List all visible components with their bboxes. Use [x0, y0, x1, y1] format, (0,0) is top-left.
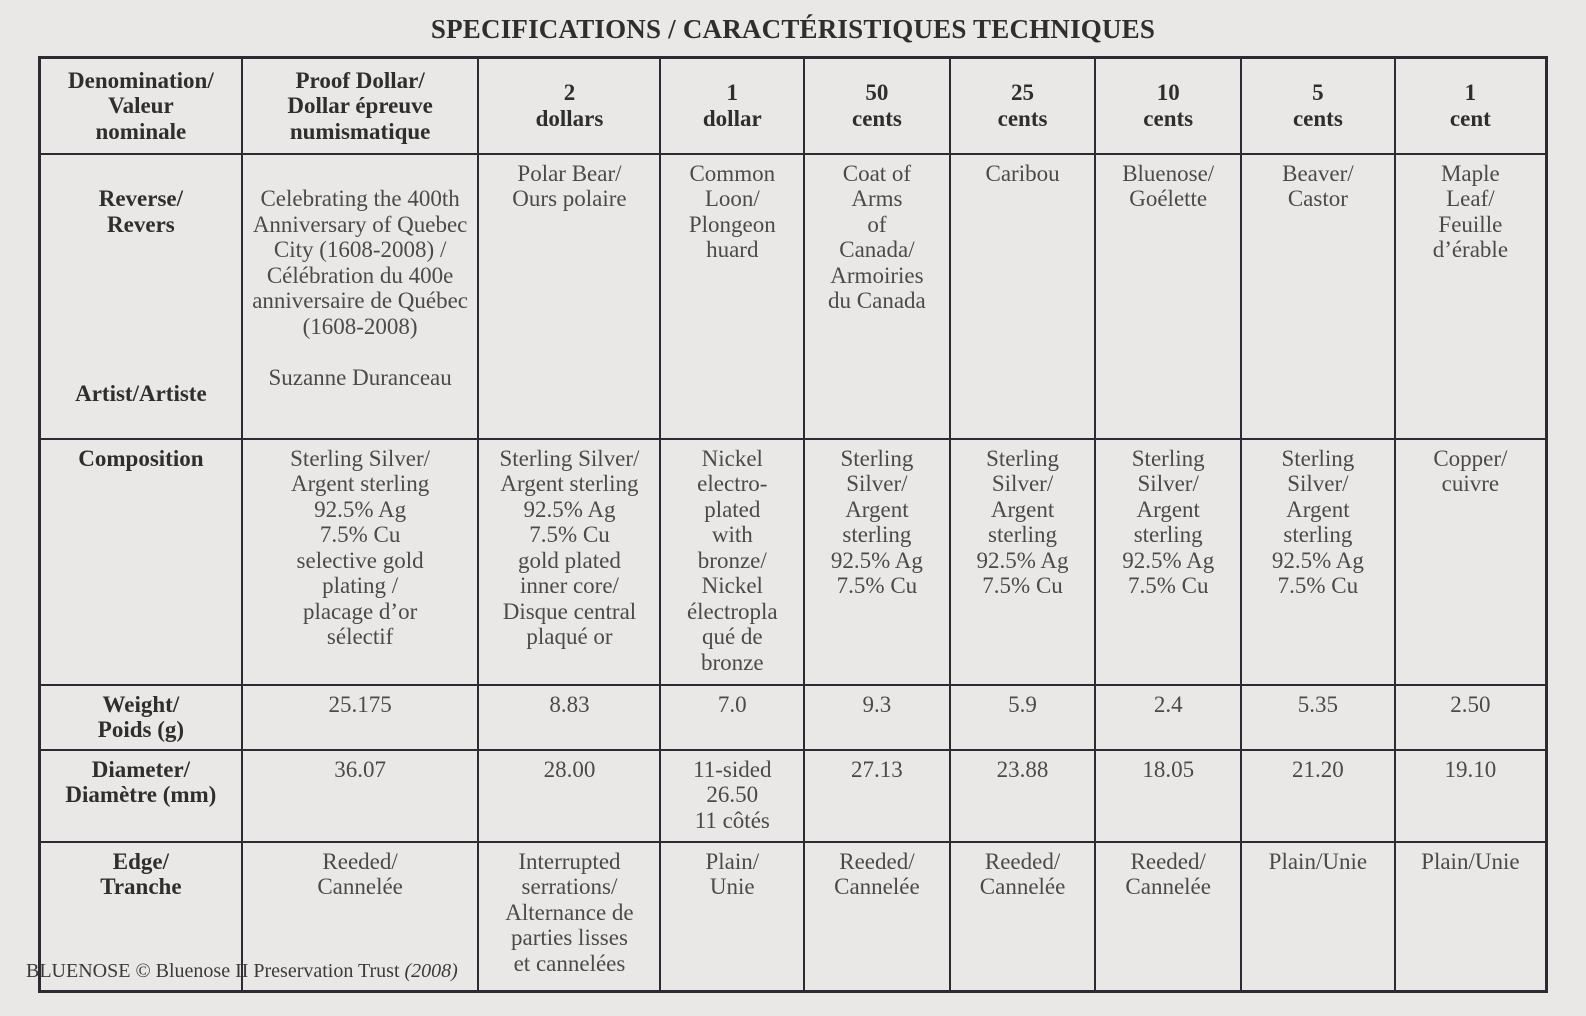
cell-weight: 2.4: [1095, 685, 1241, 750]
reverse-label: Reverse/ Revers: [98, 186, 184, 237]
row-label-denomination: Denomination/ Valeur nominale: [40, 58, 242, 154]
cell-composition: Sterling Silver/ Argent sterling 92.5% Ag 7.5% Cu: [950, 439, 1096, 685]
copyright-year: (2008): [404, 960, 458, 982]
cell-composition: Sterling Silver/ Argent sterling 92.5% Ag 7.5% Cu selective gold plating / placage d’or sélectif: [242, 439, 479, 685]
weight-row: [40, 685, 1547, 750]
cell-edge: Plain/ Unie: [660, 842, 804, 992]
cell-edge: Plain/Unie: [1395, 842, 1547, 992]
cell-denomination: 25 cents: [950, 58, 1096, 154]
cell-diameter: 36.07: [242, 750, 479, 842]
cell-weight: 25.175: [242, 685, 479, 750]
cell-weight: 5.9: [950, 685, 1096, 750]
cell-composition: Sterling Silver/ Argent sterling 92.5% Ag 7.5% Cu gold plated inner core/ Disque central plaqué or: [478, 439, 660, 685]
cell-composition: Copper/ cuivre: [1395, 439, 1547, 685]
cell-diameter: 28.00: [478, 750, 660, 842]
cell-composition: Sterling Silver/ Argent sterling 92.5% Ag 7.5% Cu: [1241, 439, 1395, 685]
composition-row: [40, 439, 1547, 685]
cell-reverse: Caribou: [950, 154, 1096, 439]
row-label-reverse: [40, 154, 242, 439]
copyright-footer: [26, 960, 458, 983]
cell-weight: 7.0: [660, 685, 804, 750]
cell-edge: Reeded/ Cannelée: [242, 842, 479, 992]
cell-weight: 5.35: [1241, 685, 1395, 750]
cell-denomination: 2 dollars: [478, 58, 660, 154]
cell-diameter: 19.10: [1395, 750, 1547, 842]
cell-composition: Sterling Silver/ Argent sterling 92.5% Ag 7.5% Cu: [804, 439, 950, 685]
copyright-text: BLUENOSE © Bluenose II Preservation Trust: [26, 960, 400, 982]
cell-reverse: Beaver/ Castor: [1241, 154, 1395, 439]
cell-diameter: 21.20: [1241, 750, 1395, 842]
cell-diameter: 18.05: [1095, 750, 1241, 842]
diameter-row: [40, 750, 1547, 842]
reverse-description: Celebrating the 400th Anniversary of Quebec City (1608-2008) / Célébration du 400e anniversaire de Québec (1608-2008): [252, 186, 469, 339]
cell-weight: 8.83: [478, 685, 660, 750]
denomination-row: [40, 58, 1547, 154]
cell-edge: Reeded/ Cannelée: [804, 842, 950, 992]
cell-denomination: 5 cents: [1241, 58, 1395, 154]
row-label-composition: Composition: [40, 439, 242, 685]
reverse-row: [40, 154, 1547, 439]
cell-composition: Nickel electro- plated with bronze/ Nickel électropla qué de bronze: [660, 439, 804, 685]
cell-diameter: 27.13: [804, 750, 950, 842]
cell-edge: Reeded/ Cannelée: [950, 842, 1096, 992]
cell-weight: 2.50: [1395, 685, 1547, 750]
cell-diameter: 11-sided 26.50 11 côtés: [660, 750, 804, 842]
cell-reverse: Polar Bear/ Ours polaire: [478, 154, 660, 439]
cell-denomination: 1 cent: [1395, 58, 1547, 154]
row-label-weight: Weight/ Poids (g): [40, 685, 242, 750]
artist-label: Artist/Artiste: [75, 380, 207, 406]
cell-weight: 9.3: [804, 685, 950, 750]
cell-reverse: Coat of Arms of Canada/ Armoiries du Canada: [804, 154, 950, 439]
artist-name: Suzanne Duranceau: [268, 365, 452, 390]
cell-edge: Plain/Unie: [1241, 842, 1395, 992]
cell-reverse: Common Loon/ Plongeon huard: [660, 154, 804, 439]
page-title: SPECIFICATIONS / CARACTÉRISTIQUES TECHNIQUES: [430, 14, 1156, 44]
cell-composition: Sterling Silver/ Argent sterling 92.5% Ag 7.5% Cu: [1095, 439, 1241, 685]
row-label-diameter: Diameter/ Diamètre (mm): [40, 750, 242, 842]
cell-diameter: 23.88: [950, 750, 1096, 842]
cell-reverse: Maple Leaf/ Feuille d’érable: [1395, 154, 1547, 439]
cell-reverse: Bluenose/ Goélette: [1095, 154, 1241, 439]
cell-reverse: [242, 154, 479, 439]
cell-denomination: 10 cents: [1095, 58, 1241, 154]
specifications-table: [38, 56, 1548, 993]
cell-edge: Interrupted serrations/ Alternance de parties lisses et cannelées: [478, 842, 660, 992]
cell-denomination: Proof Dollar/ Dollar épreuve numismatique: [242, 58, 479, 154]
cell-denomination: 1 dollar: [660, 58, 804, 154]
row-label-edge: Edge/ Tranche: [40, 842, 242, 992]
cell-denomination: 50 cents: [804, 58, 950, 154]
cell-edge: Reeded/ Cannelée: [1095, 842, 1241, 992]
